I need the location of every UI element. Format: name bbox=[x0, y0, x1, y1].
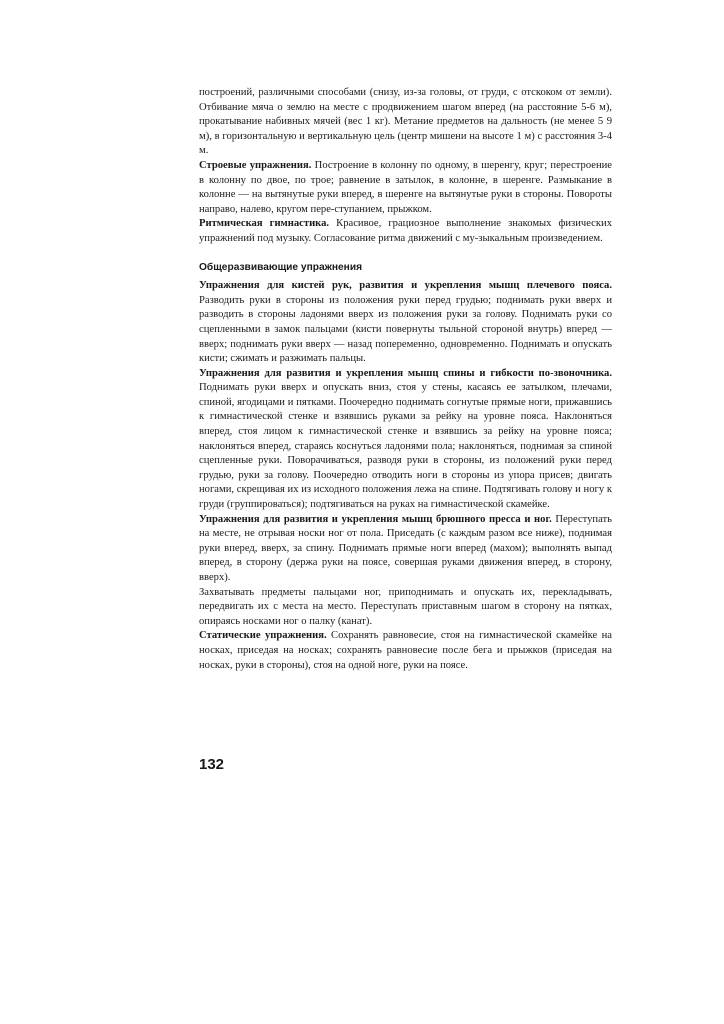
intro-paragraph bbox=[199, 86, 612, 159]
abs-title: Упражнения для развития и укрепления мышц брюшного пресса и ног. bbox=[199, 513, 552, 525]
drill-title: Строевые упражнения. bbox=[199, 159, 312, 171]
back-paragraph bbox=[199, 367, 612, 513]
rhythmic-title: Ритмическая гимнастика. bbox=[199, 218, 330, 230]
section-spacer bbox=[199, 247, 612, 253]
rhythmic-paragraph bbox=[199, 217, 612, 246]
rhythmic-text: Красивое, грациозное выполнение знакомых физических упражнений под музыку. Согласование ритма движений с му-зыкальным произведением. bbox=[199, 218, 613, 244]
intro-text: построений, различными способами (снизу, из-за головы, от груди, с отскоком от земли). Отбивание мяча о землю на месте с продвижением шагом вперед (на расстояние 5-6 м), прокатывание набивных мячей (вес 1 кг). Метание предметов на дальность (не менее 5 9 м), в горизонтальную и вертикальную цель (центр мишени на высоте 1 м) с расстояния 3-4 м. bbox=[199, 87, 612, 157]
static-title: Статические упражнения. bbox=[199, 630, 327, 642]
page-number: 132 bbox=[199, 756, 225, 773]
drill-text: Построение в колонну по одному, в шеренгу, круг; перестроение в колонну по двое, по трое; равнение в затылок, в колонне, в шеренге. Размыкание в колонне — на вытянутые руки вперед, в шеренге на вытянутые руки в стороны. Повороты направо, налево, кругом пере-ступанием, прыжком. bbox=[199, 159, 612, 215]
section-heading: Общеразвивающие упражнения bbox=[199, 261, 363, 273]
abs-paragraph bbox=[199, 513, 612, 586]
feet-paragraph bbox=[199, 586, 612, 630]
back-title: Упражнения для развития и укрепления мышц спины и гибкости по-звоночника. bbox=[199, 367, 612, 379]
abs-text: Переступать на месте, не отрывая носки ног от пола. Приседать (с каждым разом все ниже), поднимая руки вперед, вверх, за спину. Поднимать прямые ноги вперед (махом); выполнять выпад вперед, в сторону (держа руки на поясе, совершая руками движения вперед, в сторону, вверх). bbox=[199, 513, 612, 583]
static-text: Сохранять равновесие, стоя на гимнастической скамейке на носках, приседая на носках; сохранять равновесие после бега и прыжков (приседая на носках, руки в стороны), стоя на одной ноге, руки на поясе. bbox=[199, 630, 612, 671]
drill-paragraph bbox=[199, 159, 612, 217]
static-paragraph bbox=[199, 629, 612, 673]
arms-paragraph bbox=[199, 279, 612, 367]
page-body bbox=[199, 86, 612, 673]
arms-title: Упражнения для кистей рук, развития и укрепления мышц плечевого пояса. bbox=[199, 280, 612, 292]
back-text: Поднимать руки вверх и опускать вниз, стоя у стены, касаясь ее затылком, плечами, спиной, ягодицами и пятками. Поочередно поднимать согнутые прямые ноги, прижавшись к гимнастической стенке и взявшись руками за рейку на уровне пояса. Наклоняться вперед, стоя лицом к гимнастической стенке и взявшись за рейку на уровне пояса; наклоняться вперед, стараясь коснуться ладонями пола; наклоняться, поднимая за спиной сцепленные руки. Поворачиваться, разводя руки в стороны, из положений руки перед грудью, руки за голову. Поочередно отводить ноги в стороны из упора присев; двигать ногами, скрещивая их из исходного положения лежа на спине. Подтягивать голову и ногу к груди (группироваться); подтягиваться на руках на гимнастической скамейке. bbox=[199, 382, 612, 511]
arms-text: Разводить руки в стороны из положения руки перед грудью; поднимать руки вверх и разводить в стороны ладонями вверх из положения руки за голову. Поднимать руки со сцепленными в замок пальцами (кисти повернуты тыльной стороной внутрь) вперед — вверх; поднимать руки вверх — назад попеременно, одновременно. Поднимать и опускать кисти; сжимать и разжимать пальцы. bbox=[199, 294, 612, 365]
feet-text: Захватывать предметы пальцами ног, приподнимать и опускать их, перекладывать, передвигать их с места на место. Переступать приставным шагом в сторону на пятках, опираясь носками ног о палку (канат). bbox=[199, 586, 612, 627]
